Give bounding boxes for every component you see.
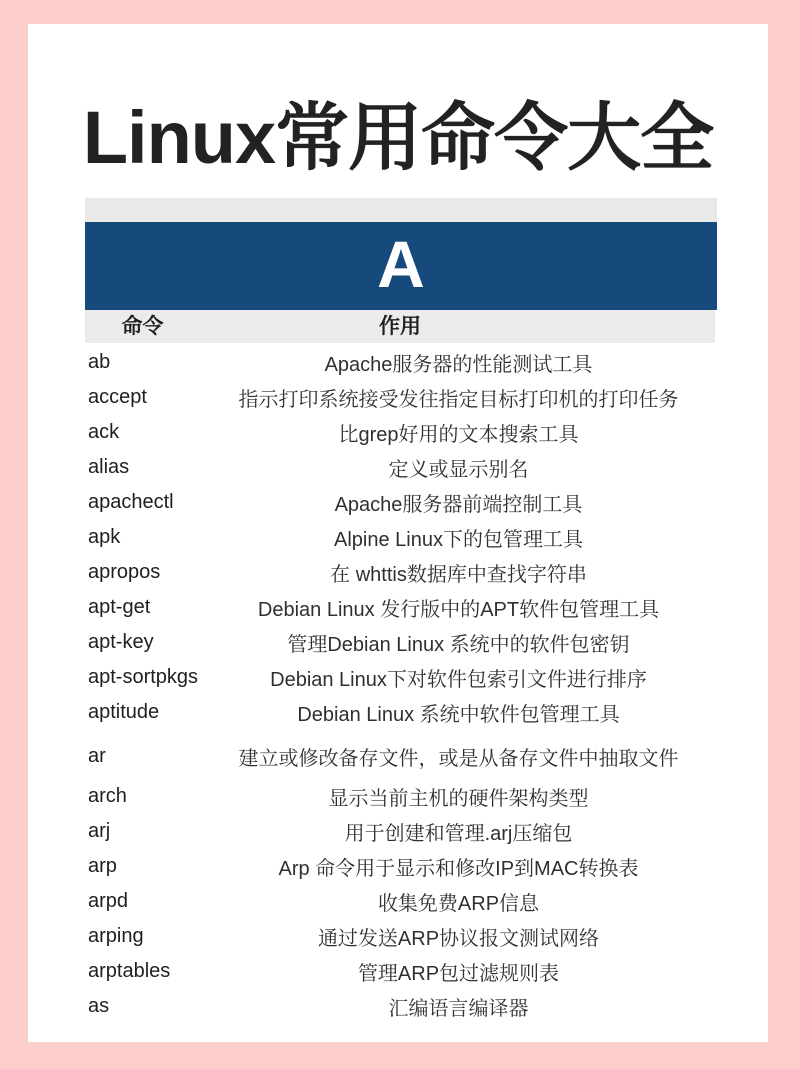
command-description: 用于创建和管理.arj压缩包 [344,823,573,845]
command-name: arptables [88,960,171,982]
top-gray-strip [85,198,717,222]
command-description: 比grep好用的文本搜索工具 [338,424,579,446]
command-name: arj [88,820,111,842]
command-name: apt-sortpkgs [88,666,199,688]
table-row [85,625,717,660]
command-description: 收集免费ARP信息 [377,893,540,915]
table-row [85,779,717,814]
section-letter: A [377,227,425,301]
command-table [85,345,717,1024]
command-description: Debian Linux下对软件包索引文件进行排序 [270,669,647,691]
command-name: ack [88,421,120,443]
command-description: Apache服务器前端控制工具 [334,494,583,516]
table-row [85,660,717,695]
command-description: 指示打印系统接受发往指定目标打印机的打印任务 [238,389,679,411]
table-row [85,989,717,1024]
command-description: 在 whttis数据库中查找字符串 [330,564,587,586]
content-panel [28,24,768,1042]
table-row [85,345,717,380]
command-name: accept [88,386,147,408]
command-name: apt-key [88,631,154,653]
command-description: 管理Debian Linux 系统中的软件包密钥 [287,634,630,656]
table-row [85,555,717,590]
command-name: ar [88,745,106,767]
command-description: Arp 命令用于显示和修改IP到MAC转换表 [278,858,639,880]
table-row [85,590,717,625]
command-description: Debian Linux 发行版中的APT软件包管理工具 [257,599,660,621]
command-name: apk [88,526,121,548]
table-row [85,380,717,415]
command-name: apropos [88,561,161,583]
command-name: arp [88,855,117,877]
table-row [85,415,717,450]
table-row [85,450,717,485]
column-header-command: 命令 [121,315,164,338]
table-row [85,739,717,774]
column-header-description: 作用 [379,315,421,338]
page-title: Linux常用命令大全 [82,96,714,179]
command-name: apachectl [88,491,174,513]
table-row [85,849,717,884]
table-row [85,485,717,520]
table-row [85,884,717,919]
table-row [85,695,717,730]
table-row [85,954,717,989]
command-name: aptitude [88,701,160,723]
section-banner [85,222,717,310]
command-description: 通过发送ARP协议报文测试网络 [317,928,600,950]
command-name: apt-get [88,596,151,618]
command-name: arpd [88,890,129,912]
command-description: 管理ARP包过滤规则表 [357,963,560,985]
table-row [85,520,717,555]
table-row [85,919,717,954]
command-description: 显示当前主机的硬件架构类型 [328,788,589,810]
command-description: Apache服务器的性能测试工具 [324,354,593,376]
command-description: 建立或修改备存文件，或是从备存文件中抽取文件 [238,748,679,770]
command-name: arping [88,925,144,947]
table-header-row [85,310,715,343]
command-name: arch [88,785,127,807]
table-row [85,814,717,849]
command-description: Alpine Linux下的包管理工具 [334,529,583,551]
command-name: alias [88,456,130,478]
command-name: ab [88,351,111,373]
command-description: Debian Linux 系统中软件包管理工具 [297,704,620,726]
command-name: as [88,995,110,1017]
command-description: 定义或显示别名 [388,459,529,481]
command-description: 汇编语言编译器 [388,998,529,1020]
